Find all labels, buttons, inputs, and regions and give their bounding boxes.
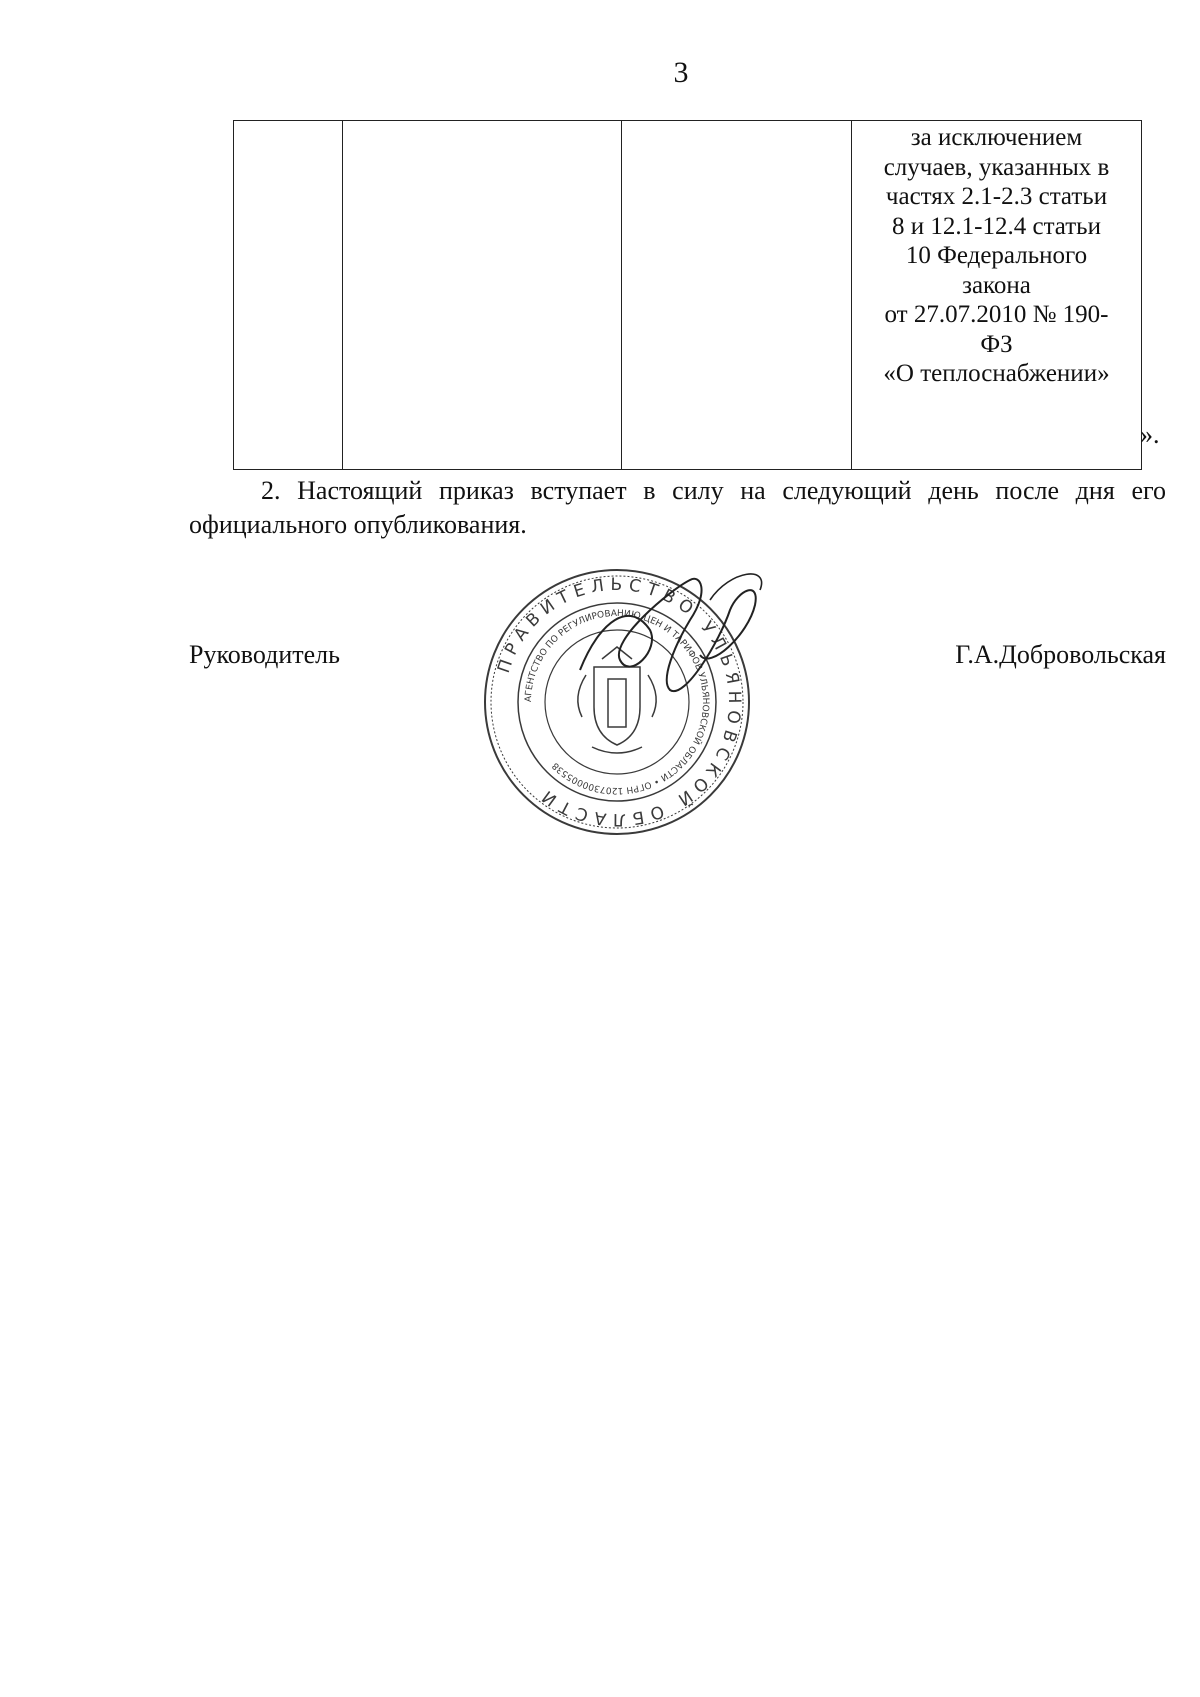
table-cell-3 xyxy=(622,121,852,470)
seal-outer-text: ПРАВИТЕЛЬСТВО УЛЬЯНОВСКОЙ ОБЛАСТИ xyxy=(493,574,745,830)
table-cell-1 xyxy=(234,121,343,470)
cell-line: ФЗ xyxy=(980,330,1013,358)
signatory-name: Г.А.Добровольская xyxy=(955,640,1166,669)
cell-line: за исключением xyxy=(910,124,1083,151)
handwritten-signature xyxy=(560,560,780,720)
cell-line: случаев, указанных в xyxy=(883,153,1110,181)
cell-line: «О теплоснабжении» xyxy=(883,360,1110,387)
table-cell-text xyxy=(852,121,1141,389)
closing-quote: ». xyxy=(1140,420,1160,449)
signatory-position: Руководитель xyxy=(189,640,340,669)
cell-line: 8 и 12.1-12.4 статьи xyxy=(892,212,1101,240)
cell-line: закона xyxy=(962,271,1031,299)
cell-line: от 27.07.2010 № 190- xyxy=(884,301,1109,328)
table-cell-4 xyxy=(852,121,1142,470)
cell-line: частях 2.1-2.3 статьи xyxy=(885,183,1108,210)
document-table xyxy=(233,120,1142,470)
table-cell-2 xyxy=(343,121,622,470)
page-number: 3 xyxy=(673,56,689,89)
paragraph-2: 2. Настоящий приказ вступает в силу на следующий день после дня его официального опубликования. xyxy=(189,476,1166,539)
seal-inner-text: АГЕНТСТВО ПО РЕГУЛИРОВАНИЮ ЦЕН И ТАРИФОВ УЛЬЯНОВСКОЙ ОБЛАСТИ • ОГРН 1207300005538 xyxy=(523,608,711,796)
cell-line: 10 Федерального xyxy=(905,242,1088,269)
table-row xyxy=(234,121,1142,470)
